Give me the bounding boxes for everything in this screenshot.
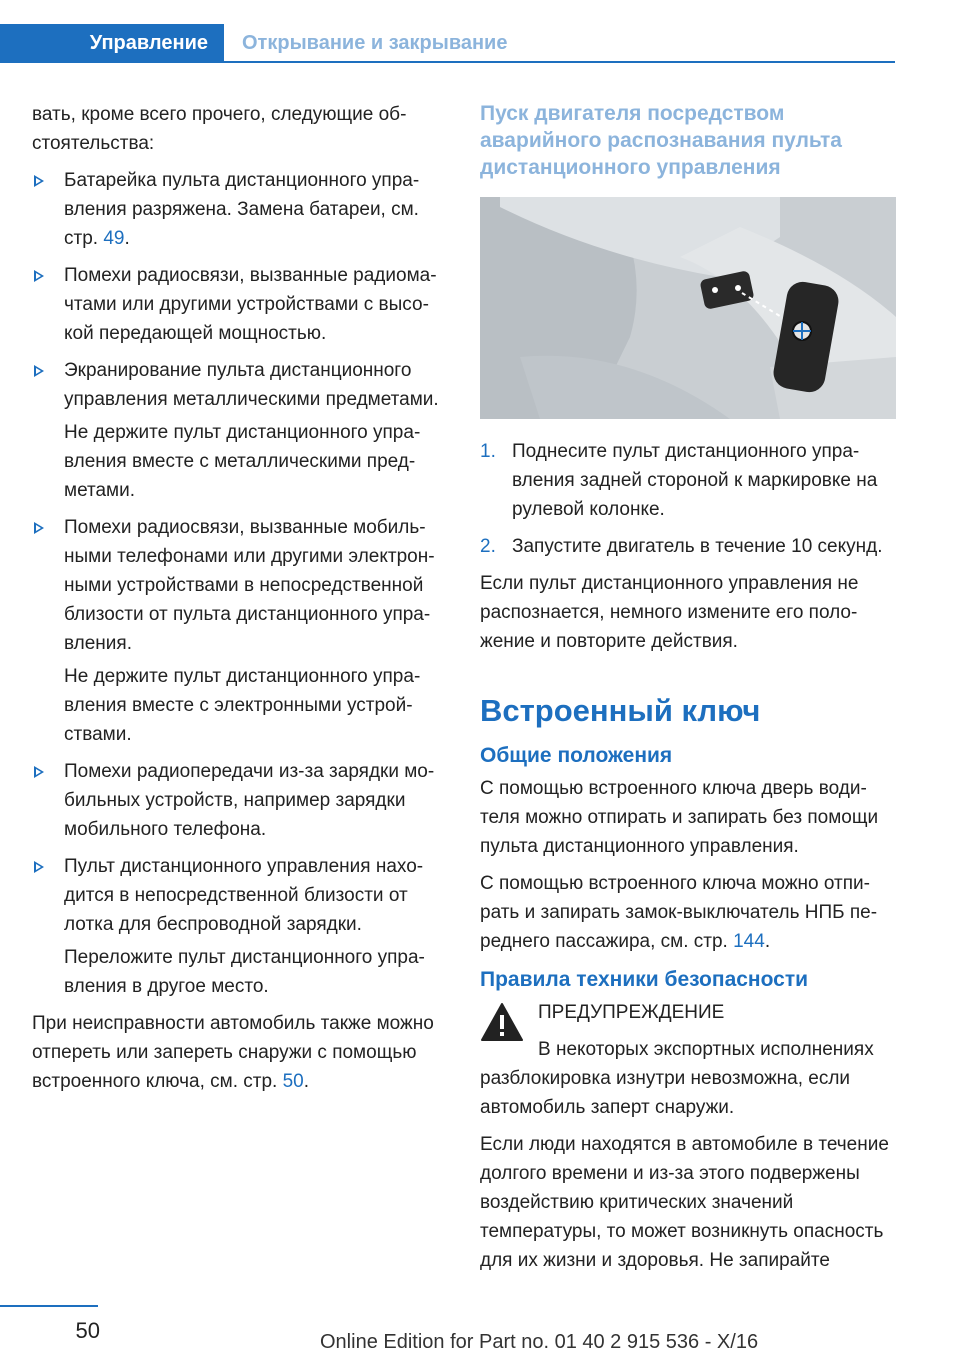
header-tab-section: Управление xyxy=(0,24,224,62)
warning-title: ПРЕДУПРЕЖДЕНИЕ xyxy=(538,1002,725,1023)
edition-footer: Online Edition for Part no. 01 40 2 915 536 - X/16 xyxy=(320,1331,759,1353)
list-item xyxy=(32,757,452,844)
outro-text: При неисправности автомобиль также можно отпереть или запереть снаружи с помощью встроенного ключа, см. стр. xyxy=(32,1013,434,1092)
illustration-svg xyxy=(480,197,896,419)
step-item xyxy=(480,532,900,561)
list-item-advice: Переложите пульт дистанционного управления в другое место. xyxy=(64,947,425,997)
outro-paragraph xyxy=(32,1009,452,1096)
warning-continuation: Если люди находятся в автомобиле в течение долгого времени и из-за этого подвержены воздействию критических значений температуры, то может возникнуть опасность для их жизни и здоровья. Не запирайте xyxy=(480,1134,889,1271)
general-heading: Общие положения xyxy=(480,744,673,767)
warning-block xyxy=(480,998,900,1122)
section-title: Пуск двигателя посредством аварийного распознавания пульта дистанционного управления xyxy=(480,102,842,179)
warning-text: В некоторых экспортных исполнениях разблокировка изнутри невозможна, если автомобиль заперт снаружи. xyxy=(480,1039,874,1118)
left-column xyxy=(32,100,452,1104)
page-link[interactable]: 144 xyxy=(733,931,765,952)
bullet-triangle-icon xyxy=(34,270,44,282)
punctuation: . xyxy=(303,1071,310,1092)
list-item-text: Помехи радиопередачи из-за зарядки мобильных устройств, например зарядки мобильного телефона. xyxy=(64,761,435,840)
step-text: Поднесите пульт дистанционного управления задней стороной к маркировке на рулевой колонке. xyxy=(512,441,878,520)
header-rule xyxy=(0,61,895,63)
bullet-triangle-icon xyxy=(34,861,44,873)
list-item xyxy=(32,166,452,253)
after-steps-paragraph: Если пульт дистанционного управления не распознается, немного измените его положение и повторите действия. xyxy=(480,573,859,652)
footer-rule xyxy=(0,1305,98,1307)
list-item xyxy=(32,513,452,749)
list-item-advice: Не держите пульт дистанционного управления вместе с электронными устройствами. xyxy=(64,666,421,745)
step-number: 1. xyxy=(480,441,496,462)
header-tab-subsection: Открывание и закрывание xyxy=(242,31,508,54)
causes-list xyxy=(32,166,452,1001)
warning-triangle-icon xyxy=(480,1002,524,1042)
steering-column-illustration xyxy=(480,197,896,419)
page-link[interactable]: 49 xyxy=(103,228,125,249)
bullet-triangle-icon xyxy=(34,766,44,778)
intro-paragraph: вать, кроме всего прочего, следующие обстоятельства: xyxy=(32,104,407,154)
chapter-heading: Встроенный ключ xyxy=(480,693,761,728)
list-item-text: Помехи радиосвязи, вызванные мобильными телефонами или другими электронными устройствами в непосредственной близости от пульта дистанционного управления. xyxy=(64,517,435,654)
step-text: Запустите двигатель в течение 10 секунд. xyxy=(512,536,883,557)
step-item xyxy=(480,437,900,524)
page-number: 50 xyxy=(75,1318,100,1343)
list-item xyxy=(32,261,452,348)
general-text: С помощью встроенного ключа можно отпирать и запирать замок-выключатель НПБ переднего пассажира, см. стр. xyxy=(480,873,878,952)
page-link[interactable]: 50 xyxy=(282,1071,304,1092)
list-item-text: Экранирование пульта дистанционного управления металлическими предметами. xyxy=(64,360,439,410)
list-item-text: Батарейка пульта дистанционного управления разряжена. Замена батареи, см. стр. xyxy=(64,170,420,249)
safety-heading: Правила техники безопасности xyxy=(480,968,809,991)
step-number: 2. xyxy=(480,536,496,557)
list-item-advice: Не держите пульт дистанционного управления вместе с металлическими предметами. xyxy=(64,422,421,501)
punctuation: . xyxy=(124,228,130,249)
steps-list xyxy=(480,437,900,561)
bullet-triangle-icon xyxy=(34,175,44,187)
punctuation: . xyxy=(764,931,771,952)
bullet-triangle-icon xyxy=(34,522,44,534)
bullet-triangle-icon xyxy=(34,365,44,377)
list-item xyxy=(32,852,452,1001)
general-paragraph-2 xyxy=(480,869,900,956)
list-item xyxy=(32,356,452,505)
general-paragraph: С помощью встроенного ключа дверь водителя можно отпирать и запирать без помощи пульта дистанционного управления. xyxy=(480,778,879,857)
list-item-text: Пульт дистанционного управления находится в непосредственной близости от лотка для беспроводной зарядки. xyxy=(64,856,424,935)
right-column xyxy=(480,100,900,1283)
running-header xyxy=(0,0,960,62)
list-item-text: Помехи радиосвязи, вызванные радиомачтами или другими устройствами с высокой передающей мощностью. xyxy=(64,265,437,344)
